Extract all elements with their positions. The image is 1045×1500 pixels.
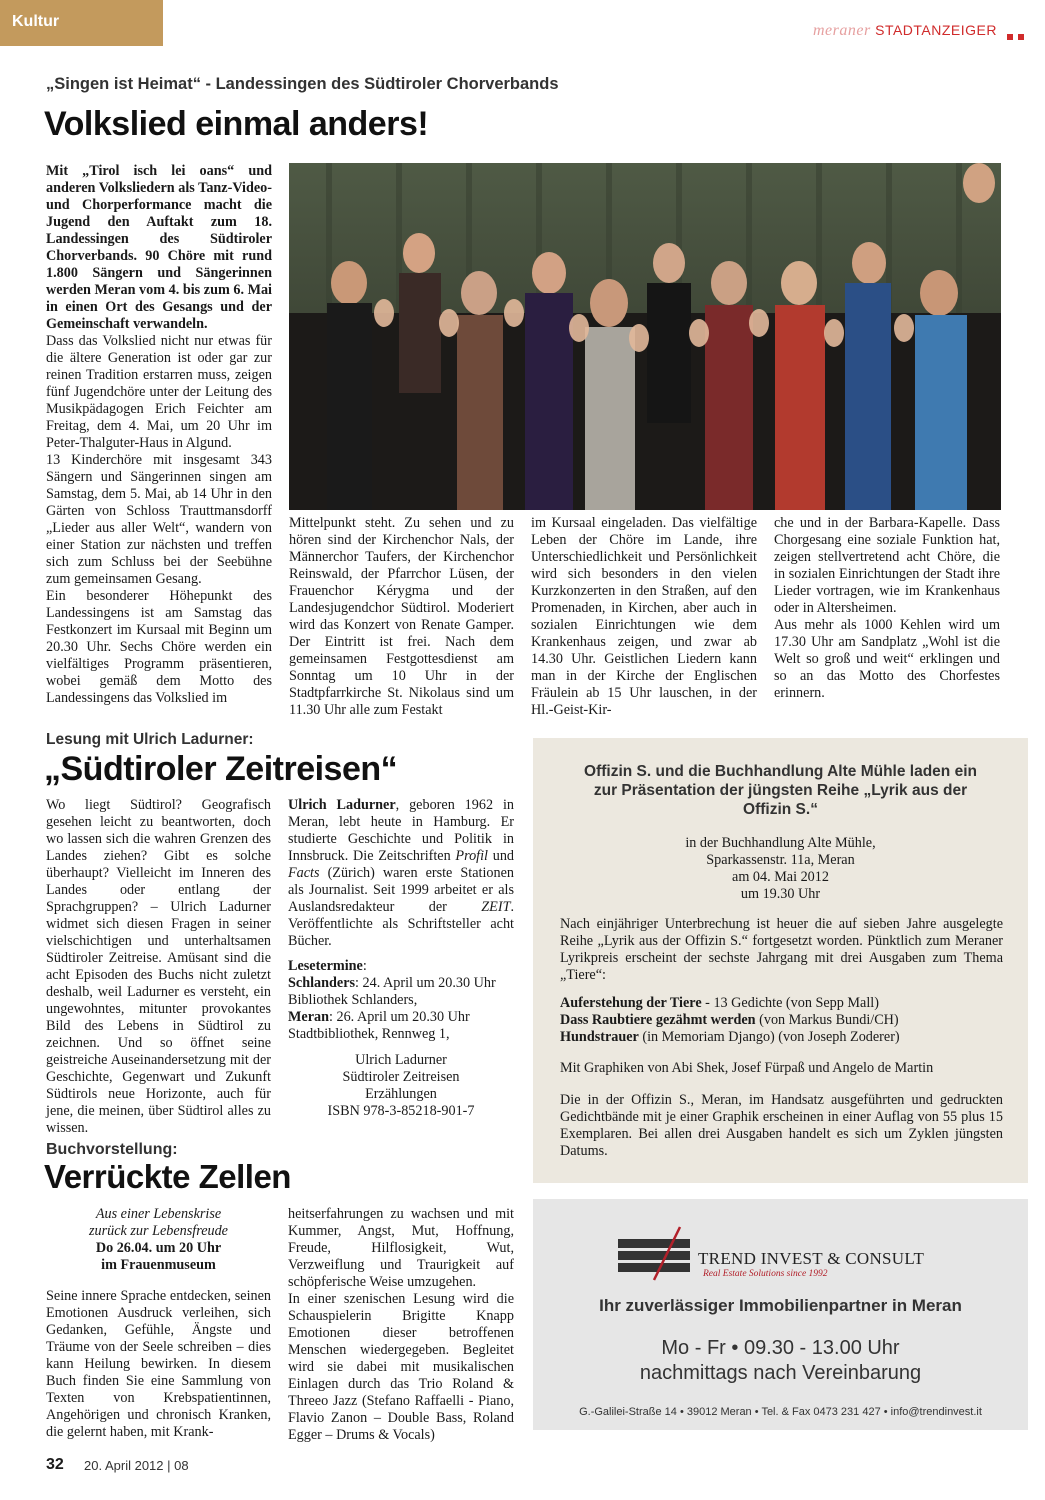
brand-light: meraner <box>813 22 871 39</box>
section-tab <box>0 0 163 46</box>
termine-2-text: : 26. April um 20.30 Uhr Stadtbibliothek, Rennweg 1, <box>288 1009 470 1042</box>
section-label: Kultur <box>12 13 60 30</box>
article1-p2: 13 Kinderchöre mit insgesamt 343 Sängern und Sängerinnen singen am Samstag, dem 5. Mai, ab 14 Uhr in den Gärten von Schloss Trauttmansdorff „Lieder aus aller Welt“, wandern von einer Station zur nächsten und treffen sich zum Schluss bei der Seebühne zum gemeinsamen Gesang. <box>46 452 272 587</box>
book-3 <box>560 1029 1003 1046</box>
book-author: Ulrich Ladurner <box>355 1052 447 1068</box>
termine-label: Lesetermine <box>288 958 363 974</box>
article3-col2a: heitserfahrungen zu wachsen und mit Kummer, Angst, Mut, Hoffnung, Freude, Hilflosigkeit, Wut, Verzweiflung und Traurigkeit auf schöpferische Weise umzugehen. <box>288 1206 514 1290</box>
article2-bio <box>288 797 514 950</box>
ad-contact: G.-Galilei-Straße 14 • 39012 Meran • Tel. & Fax 0473 231 427 • info@trendinvest.it <box>579 1406 982 1418</box>
bio-facts: Facts <box>288 865 320 881</box>
article1-col4a: che und in der Barbara-Kapelle. Dass Chorgesang eine soziale Funktion hat, zeigen stellvertretend acht Chöre, die in sozialen Einrichtungen der Stadt ihre Lieder vortragen, wie im Krankenhaus oder in Altersheimen. <box>774 515 1000 616</box>
article3-sub2: zurück zur Lebensfreude <box>89 1223 228 1239</box>
bio-text-2: und <box>488 848 514 864</box>
bio-text-3: (Zürich) waren erste Stationen als Journalist. Seit 1999 arbeitet er als Auslandsredakteur der <box>288 865 514 915</box>
article3-place: im Frauenmuseum <box>101 1257 216 1273</box>
event-box-p3: Die in der Offizin S., Meran, im Handsatz ausgeführten und gedruckten Gedichtbände mit je einer Graphik erscheinen in einer Auflag von 55 plus 15 Exemplaren. Bei allen drei Ausgaben handelt es sich um Zyklen jüngsten Datums. <box>560 1092 1003 1159</box>
brand-logo <box>813 22 997 40</box>
termine-colon: : <box>362 958 367 974</box>
article3-sub1: Aus einer Lebenskrise <box>95 1206 222 1222</box>
event-box-venue <box>573 835 988 903</box>
book-isbn: ISBN 978-3-85218-901-7 <box>327 1103 475 1119</box>
article1-col3: im Kursaal eingeladen. Das vielfältige Leben der Chöre im Lande, ihre Unterschiedlichkeit und Persönlichkeit wird sich besonders in den vielen Kurzkonzerten in den Straßen, auf den Promenaden, in Kirchen, aber auch in sozialen Einrichtungen wie dem Krankenhaus zeigen, und zwar ab 14.30 Uhr. Geistlichen Liedern kann man in der Kirche der Englischen Fräulein ab 15 Uhr lauschen, in der Hl.-Geist-Kir- <box>531 515 757 718</box>
venue-line-2: Sparkassenstr. 11a, Meran <box>706 852 855 868</box>
bio-zeit: ZEIT <box>481 899 511 915</box>
article1-col1 <box>46 163 272 707</box>
bio-text-1: , geboren 1962 in Meran, lebt heute in Hamburg. Er studierte Geschichte und Politik in Innsbruck. Die Zeitschriften <box>288 797 514 864</box>
book-info <box>288 1052 514 1120</box>
article3-col2 <box>288 1206 514 1444</box>
article1-headline: Volkslied einmal anders! <box>44 105 429 143</box>
bio-profil: Profil <box>455 848 488 864</box>
termine-heading <box>288 958 514 975</box>
issue-date: 20. April 2012 | 08 <box>84 1458 189 1473</box>
ad-hours-2: nachmittags nach Vereinbarung <box>639 1362 922 1384</box>
article2-col1: Wo liegt Südtirol? Geografisch gesehen leicht zu beantworten, doch wo lassen sich die wahren Grenzen des Landes ziehen? Gibt es solche überhaupt? Vielleicht im Inneren des Landes oder entlang der Sprachgruppen? – Ulrich Ladurner widmet sich diesen Fragen in seiner vielschichtigen und unterhaltsamen Südtiroler Zeitreise. Amüsant sind die acht Episoden des Buchs nicht zuletzt deshalb, weil Ladurner es versteht, ein ungewohntes, mitunter provokantes Bild des Lebens in Südtirol zu zeichnen. Und so öffnet seine geistreiche Auseinandersetzung mit der Geschichte, Gegenwart und Zukunft Südtirols neue Horizonte, auch für jene, die meinen, über Südtirol alles zu wissen. <box>46 797 271 1136</box>
choir-photo-illustration <box>289 163 1001 510</box>
ad-tagline: Real Estate Solutions since 1992 <box>703 1269 828 1279</box>
book-title: Südtiroler Zeitreisen <box>342 1069 460 1085</box>
event-date: am 04. Mai 2012 <box>732 869 829 885</box>
article1-p1: Dass das Volkslied nicht nur etwas für die ältere Generation ist oder gar zur reinen Tradition erstarren muss, zeigen fünf Jugendchöre unter der Leitung des Musikpädagogen Erich Feichter am Freitag, dem 4. Mai, um 20 Uhr im Peter-Thalguter-Haus in Algund. <box>46 333 272 451</box>
article1-col4b: Aus mehr als 1000 Kehlen wird um 17.30 Uhr am Sandplatz „Wohl ist die Welt so groß und weit“ erklingen und so an das Motto des Chorfestes erinnern. <box>774 617 1000 701</box>
article1-col4 <box>774 515 1000 702</box>
article1-p3: Ein besonderer Höhepunkt des Landessingens ist am Samstag das Festkonzert im Kursaal mit Beginn um 20.30 Uhr. Sechs Chöre werden ein vielfältiges Programm präsentieren, wobei gemäß dem Motto des Landessingens das Volkslied im <box>46 588 272 706</box>
article3-headline: Verrückte Zellen <box>44 1158 291 1195</box>
termine-2-place: Meran <box>288 1009 329 1025</box>
ad-company: TREND INVEST & CONSULT <box>698 1249 925 1268</box>
termine-1 <box>288 975 514 1009</box>
termine-1-place: Schlanders <box>288 975 356 991</box>
page-number: 32 <box>46 1456 64 1473</box>
article3-subhead <box>46 1206 271 1274</box>
ad-hours-1: Mo - Fr • 09.30 - 13.00 Uhr <box>661 1337 900 1359</box>
book-2-title: Dass Raubtiere gezähmt werden <box>560 1012 756 1028</box>
article2-headline: „Südtiroler Zeitreisen“ <box>44 750 398 788</box>
article1-lead: Mit „Tirol isch lei oans“ und anderen Volksliedern als Tanz-Video- und Chorperformance macht die Jugend den Auftakt zum 18. Landessingen des Südtiroler Chorverbands. 90 Chöre mit rund 1.800 Sängern und Sängerinnen werden Meran vom 4. bis zum 6. Mai in einen Ort des Gesangs und der Gemeinschaft verwandeln. <box>46 163 272 332</box>
article3-kicker: Buchvorstellung: <box>46 1141 178 1158</box>
event-box-books <box>560 995 1003 1046</box>
event-box-p1: Nach einjähriger Unterbrechung ist heuer die auf sieben Jahre ausgelegte Reihe „Lyrik aus der Offizin S.“ fortgesetzt worden. Pünktlich zum Meraner Lyrikpreis erscheint der sechste Jahrgang mit drei Ausgaben zum Thema „Tiere“: <box>560 916 1003 983</box>
book-2 <box>560 1012 1003 1029</box>
brand-dots <box>1007 27 1031 33</box>
termine-1-text: : 24. April um 20.30 Uhr Bibliothek Schlanders, <box>288 975 496 1008</box>
article3-date: Do 26.04. um 20 Uhr <box>95 1240 222 1256</box>
book-3-title: Hundstrauer <box>560 1029 639 1045</box>
article1-kicker: „Singen ist Heimat“ - Landessingen des Südtiroler Chorverbands <box>46 75 559 93</box>
lesetermine <box>288 958 514 1043</box>
choir-photo <box>289 163 1001 510</box>
bio-text-4: . Veröffentlichte als Schriftsteller acht Bücher. <box>288 899 514 949</box>
article3-col1: Seine innere Sprache entdecken, seinen Emotionen Ausdruck verleihen, sich Gedanken, Gefühle, Ängste und Träume von der Seele schreiben – dies kann Heilung bewirken. In diesem Buch finden Sie eine Sammlung von Texten von Krebspatientinnen, Angehörigen und chronisch Kranken, die gelernt haben, mit Krank- <box>46 1288 271 1440</box>
book-genre: Erzählungen <box>365 1086 437 1102</box>
venue-line-1: in der Buchhandlung Alte Mühle, <box>685 835 876 851</box>
article3-col2b: In einer szenischen Lesung wird die Schauspielerin Brigitte Knapp Emotionen dieser betroffenen Menschen wiedergegeben. Begleitet wird sie dabei mit musikalischen Einlagen durch das Trio Roland & Threeo Jazz (Stefano Raffaelli - Piano, Flavio Zanon – Double Bass, Roland Egger – Drums & Vocals) <box>288 1291 514 1443</box>
book-2-rest: (von Markus Bundi/CH) <box>755 1012 899 1028</box>
bio-name: Ulrich Ladurner <box>288 797 396 813</box>
article2-kicker: Lesung mit Ulrich Ladurner: <box>46 731 254 748</box>
trendinvest-ad <box>533 1199 1028 1430</box>
article2-col2 <box>288 797 514 950</box>
event-box-title: Offizin S. und die Buchhandlung Alte Mühle laden ein zur Präsentation der jüngsten Reihe „Lyrik aus der Offizin S.“ <box>584 763 977 818</box>
book-3-rest: (in Memoriam Django) (von Joseph Zoderer) <box>638 1029 900 1045</box>
termine-2 <box>288 1009 514 1043</box>
event-box <box>533 738 1028 1183</box>
ad-slogan: Ihr zuverlässiger Immobilienpartner in Meran <box>599 1296 962 1315</box>
book-1-rest: - 13 Gedichte (von Sepp Mall) <box>701 995 879 1011</box>
brand-bold: STADTANZEIGER <box>875 22 997 38</box>
book-1 <box>560 995 1003 1012</box>
article1-col2: Mittelpunkt steht. Zu sehen und zu hören sind der Kirchenchor Nals, der Männerchor Taufers, der Kirchenchor Reinswald, der Pfarrchor Lüsen, der Frauenchor Kérygma und der Landesjugendchor Südtirol. Moderiert wird das Konzert von Renate Gamper. Der Eintritt ist frei. Nach dem gemeinsamen Festgottesdienst am Sonntag um 10 Uhr in der Stadtpfarrkirche St. Nikolaus sind um 11.30 Uhr alle zum Festakt <box>289 515 514 718</box>
book-1-title: Auferstehung der Tiere <box>560 995 702 1011</box>
event-box-p2: Mit Graphiken von Abi Shek, Josef Fürpaß und Angelo de Martin <box>560 1060 934 1076</box>
event-time: um 19.30 Uhr <box>740 886 821 902</box>
